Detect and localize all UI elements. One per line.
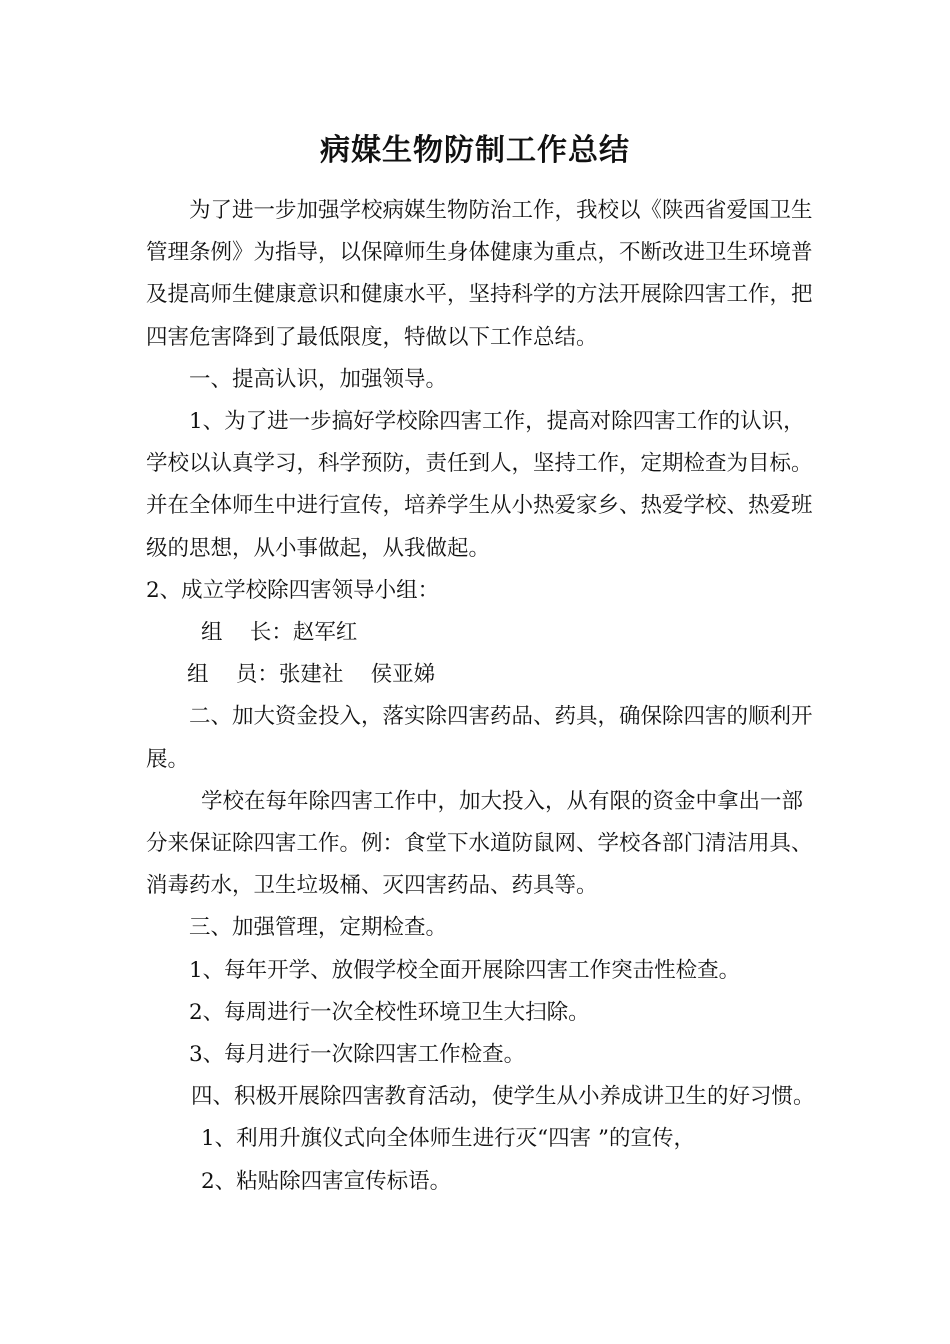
- section4-heading: 四、积极开展除四害教育活动，使学生从小养成讲卫生的好习惯。: [191, 1084, 815, 1110]
- section1-item2: 2、成立学校除四害领导小组：: [146, 577, 440, 603]
- section4-item1: 1、利用升旗仪式向全体师生进行灭“四害 ”的宣传，: [201, 1126, 695, 1152]
- section3-item3: 3、每月进行一次除四害工作检查。: [189, 1042, 526, 1068]
- section2-body: 学校在每年除四害工作中，加大投入，从有限的资金中拿出一部分来保证除四害工作。例：食堂下水道防鼠网、学校各部门清洁用具、消毒药水，卫生垃圾桶、灭四害药品、药具等。: [146, 788, 813, 899]
- section2-heading: 二、加大资金投入，落实除四害药品、药具，确保除四害的顺利开展。: [146, 704, 813, 772]
- section1-item1: 1、为了进一步搞好学校除四害工作，提高对除四害工作的认识，学校以认真学习，科学预防，责任到人，坚持工作，定期检查为目标。并在全体师生中进行宣传，培养学生从小热爱家乡、热爱学校、热爱班级的思想，从小事做起，从我做起。: [146, 409, 813, 561]
- document-body: [146, 190, 816, 1203]
- document-title: 病媒生物防制工作总结: [320, 133, 630, 168]
- leader-line: 组 长：赵军红: [201, 620, 358, 646]
- section4-item2: 2、粘贴除四害宣传标语。: [201, 1168, 452, 1194]
- section3-item1: 1、每年开学、放假学校全面开展除四害工作突击性检查。: [189, 957, 741, 983]
- members-line: 组 员：张建社 侯亚娣: [187, 662, 436, 688]
- section3-heading: 三、加强管理，定期检查。: [189, 915, 448, 941]
- intro-paragraph: 为了进一步加强学校病媒生物防治工作，我校以《陕西省爱国卫生管理条例》为指导，以保障师生身体健康为重点，不断改进卫生环境普及提高师生健康意识和健康水平，坚持科学的方法开展除四害工作，把四害危害降到了最低限度，特做以下工作总结。: [146, 198, 813, 350]
- section3-item2: 2、每周进行一次全校性环境卫生大扫除。: [189, 999, 590, 1025]
- section1-heading: 一、提高认识，加强领导。: [189, 366, 448, 392]
